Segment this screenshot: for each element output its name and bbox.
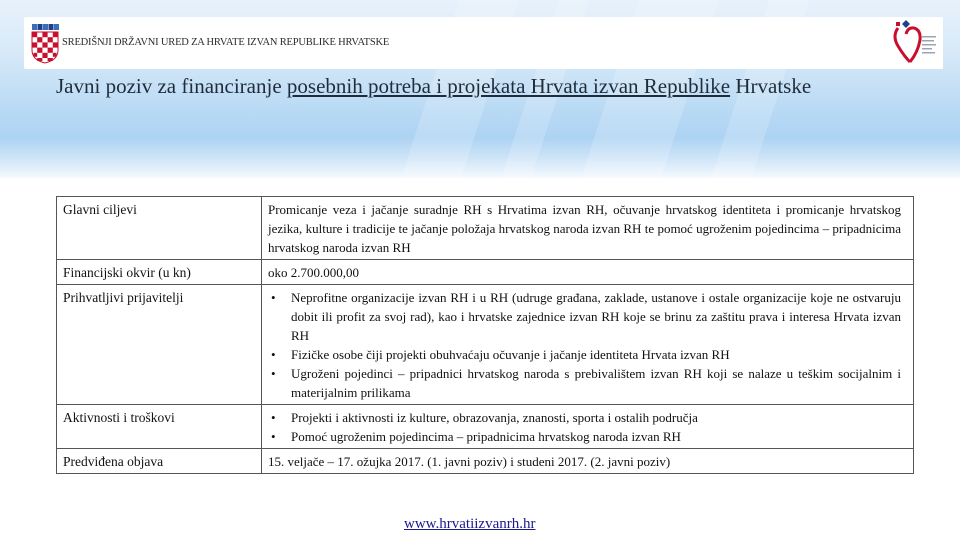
croatian-coat-of-arms-icon <box>30 24 60 64</box>
list-item <box>268 364 901 402</box>
table-row <box>57 197 914 260</box>
row-value <box>262 285 914 405</box>
bullet-icon: • <box>271 290 276 305</box>
list-item <box>268 288 901 345</box>
bullet-icon: • <box>271 366 276 381</box>
row-key: Financijski okvir (u kn) <box>57 260 262 285</box>
bullet-icon: • <box>271 347 276 362</box>
list-item-text: Pomoć ugroženim pojedincima – pripadnicima hrvatskog naroda izvan RH <box>291 429 681 444</box>
list-item <box>268 345 901 364</box>
list-item-text: Projekti i aktivnosti iz kulture, obrazovanja, znanosti, sporta i ostalih područja <box>291 410 698 425</box>
table-row <box>57 285 914 405</box>
title-part-3: Hrvatske <box>730 74 812 98</box>
table-row <box>57 260 914 285</box>
bullet-list <box>268 408 901 446</box>
organization-name: SREDIŠNJI DRŽAVNI URED ZA HRVATE IZVAN REPUBLIKE HRVATSKE <box>62 37 390 48</box>
page-title <box>56 73 902 99</box>
list-item-text: Fizičke osobe čiji projekti obuhvaćaju očuvanje i jačanje identiteta Hrvata izvan RH <box>291 347 730 362</box>
list-item <box>268 427 901 446</box>
row-key: Prihvatljivi prijavitelji <box>57 285 262 405</box>
row-key: Glavni ciljevi <box>57 197 262 260</box>
row-value: oko 2.700.000,00 <box>262 260 914 285</box>
row-value: 15. veljače – 17. ožujka 2017. (1. javni poziv) i studeni 2017. (2. javni poziv) <box>262 449 914 474</box>
list-item <box>268 408 901 427</box>
title-part-2: posebnih potreba i projekata Hrvata izvan Republike <box>286 74 731 98</box>
website-link[interactable]: www.hrvatiizvanrh.hr <box>404 516 536 532</box>
bullet-icon: • <box>271 410 276 425</box>
row-value <box>262 405 914 449</box>
bullet-list <box>268 288 901 402</box>
info-table <box>56 196 914 474</box>
table-row <box>57 449 914 474</box>
row-value: Promicanje veza i jačanje suradnje RH s Hrvatima izvan RH, očuvanje hrvatskog identiteta i promicanje hrvatskog jezika, kulture i tradicije te jačanje položaja hrvatskog naroda izvan RH te pomoć ugroženim pojedincima – pripadnicima hrvatskog naroda izvan RH <box>262 197 914 260</box>
bullet-icon: • <box>271 429 276 444</box>
list-item-text: Ugroženi pojedinci – pripadnici hrvatskog naroda s prebivalištem izvan RH koji se nalaze u teškim socijalnim i materijalnim prilikama <box>291 366 901 400</box>
list-item-text: Neprofitne organizacije izvan RH i u RH (udruge građana, zaklade, ustanove i ostale organizacije koje ne ostvaruju dobit ili profit za svoj rad), kao i hrvatske zajednice izvan RH koje se brinu za zaštitu prava i interesa Hrvata izvan RH <box>291 290 901 343</box>
row-key: Predviđena objava <box>57 449 262 474</box>
title-part-1: Javni poziv za financiranje <box>56 74 287 98</box>
row-key: Aktivnosti i troškovi <box>57 405 262 449</box>
office-logo-icon <box>888 18 940 66</box>
table-row <box>57 405 914 449</box>
